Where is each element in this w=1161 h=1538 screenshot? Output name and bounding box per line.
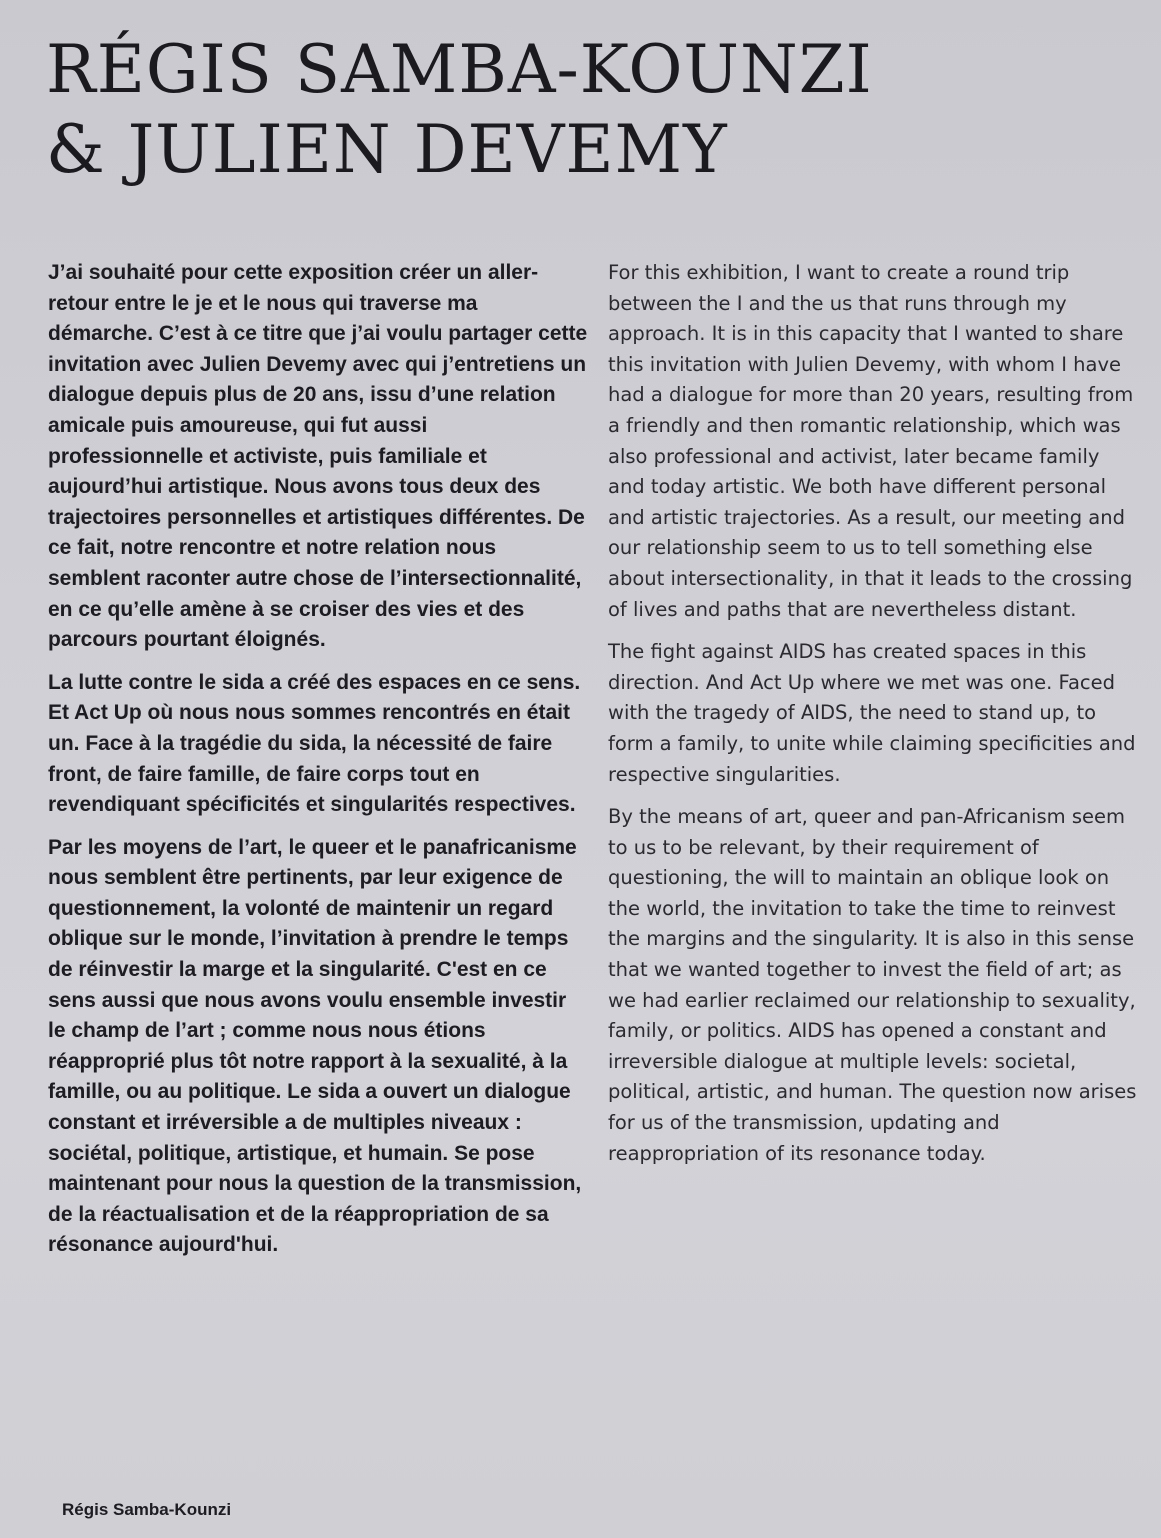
- author-signature: Régis Samba-Kounzi: [62, 1500, 232, 1519]
- english-paragraph-3: By the means of art, queer and pan-Africanism seem to us to be relevant, by their requirement of questioning, the will to maintain an oblique look on the world, the invitation to take the time to reinvest the margins and the singularity. It is also in this sense that we wanted together to invest the field of art; as we had earlier reclaimed our relationship to sexuality, family, or politics. AIDS has opened a constant and irreversible dialogue at multiple levels: societal, political, artistic, and human. The question now arises for us of the transmission, updating and reappropriation of its resonance today.: [608, 805, 1137, 1165]
- french-text-column: [48, 258, 588, 1273]
- title-line-1: RÉGIS SAMBA-KOUNZI: [46, 31, 873, 108]
- title-line-2: & JULIEN DEVEMY: [46, 111, 728, 188]
- french-paragraph-2: La lutte contre le sida a créé des espaces en ce sens. Et Act Up où nous nous sommes rencontrés en était un. Face à la tragédie du sida, la nécessité de faire front, de faire famille, de faire corps tout en revendiquant spécificités et singularités respectives.: [48, 670, 581, 817]
- page-title: [46, 30, 1126, 190]
- english-paragraph-1: For this exhibition, I want to create a round trip between the I and the us that runs through my approach. It is in this capacity that I wanted to share this invitation with Julien Devemy, with whom I have had a dialogue for more than 20 years, resulting from a friendly and then romantic relationship, which was also professional and activist, later became family and today artistic. We both have different personal and artistic trajectories. As a result, our meeting and our relationship seem to us to tell something else about intersectionality, in that it leads to the crossing of lives and paths that are nevertheless distant.: [608, 261, 1134, 621]
- english-paragraph-2: The fight against AIDS has created spaces in this direction. And Act Up where we met was one. Faced with the tragedy of AIDS, the need to stand up, to form a family, to unite while claiming specificities and respective singularities.: [608, 640, 1136, 786]
- english-text-column: [608, 258, 1138, 1181]
- french-paragraph-3: Par les moyens de l’art, le queer et le panafricanisme nous semblent être pertinents, par leur exigence de questionnement, la volonté de maintenir un regard oblique sur le monde, l’invitation à prendre le temps de réinvestir la marge et la singularité. C'est en ce sens aussi que nous avons voulu ensemble investir le champ de l’art ; comme nous nous étions réapproprié plus tôt notre rapport à la sexualité, à la famille, ou au politique. Le sida a ouvert un dialogue constant et irréversible a de multiples niveaux : sociétal, politique, artistique, et humain. Se pose maintenant pour nous la question de la transmission, de la réactualisation et de la réappropriation de sa résonance aujourd'hui.: [48, 835, 582, 1257]
- french-paragraph-1: J’ai souhaité pour cette exposition créer un aller-retour entre le je et le nous qui traverse ma démarche. C’est à ce titre que j’ai voulu partager cette invitation avec Julien Devemy avec qui j’entretiens un dialogue depuis plus de 20 ans, issu d’une relation amicale puis amoureuse, qui fut aussi professionnelle et activiste, puis familiale et aujourd’hui artistique. Nous avons tous deux des trajectoires personnelles et artistiques différentes. De ce fait, notre rencontre et notre relation nous semblent raconter autre chose de l’intersectionnalité, en ce qu’elle amène à se croiser des vies et des parcours pourtant éloignés.: [48, 261, 588, 652]
